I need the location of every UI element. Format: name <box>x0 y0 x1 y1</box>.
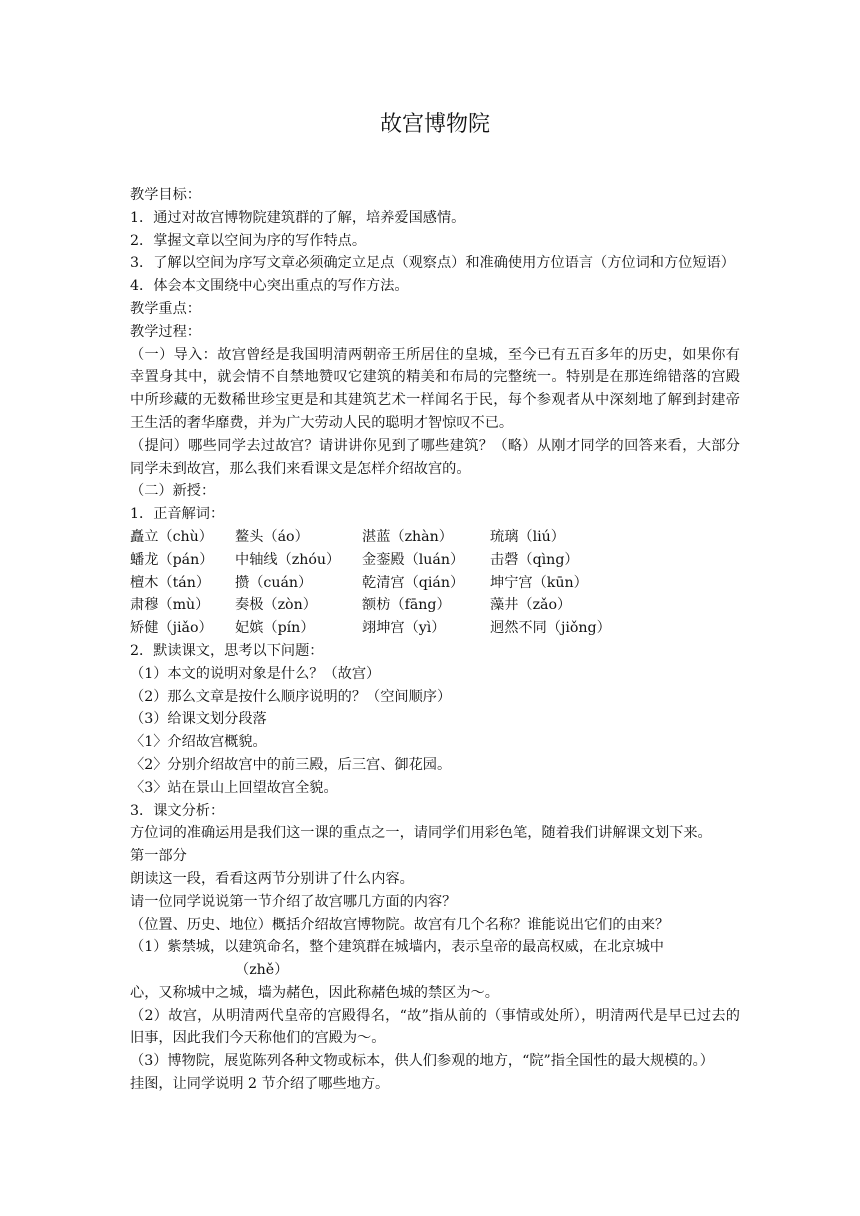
vocab-word: 额枋（fāng） <box>362 597 451 614</box>
question-paragraph: （提问）哪些同学去过故宫？请讲讲你见到了哪些建筑？（略）从刚才同学的回答来看，大部分同学未到故宫，那么我们来看课文是怎样介绍故宫的。 <box>130 437 740 477</box>
vocab-word: 妃嫔（pín） <box>235 620 315 637</box>
vocab-word: 矗立（chù） <box>130 528 213 545</box>
vocab-word: 藻井（zǎo） <box>490 597 572 614</box>
reading-item: （3）给课文划分段落 <box>130 711 267 728</box>
key-points-heading: 教学重点： <box>130 300 201 317</box>
reading-item: （1）本文的说明对象是什么？（故宫） <box>130 665 381 682</box>
part1-line: 请一位同学说说第一节介绍了故宫哪几方面的内容？ <box>130 893 457 910</box>
pinyin-annotation: （zhě） <box>235 962 289 979</box>
vocab-heading: 1．正音解词： <box>130 506 225 523</box>
vocab-word: 矫健（jiǎo） <box>130 620 213 637</box>
reading-item: 〈1〉介绍故宫概貌。 <box>130 734 267 751</box>
vocab-word: 迥然不同（jiǒng） <box>490 620 611 637</box>
vocab-word: 檀木（tán） <box>130 574 211 591</box>
vocab-row <box>130 594 740 617</box>
vocab-row <box>130 549 740 572</box>
new-lesson-heading: （二）新授： <box>130 483 216 500</box>
vocab-word: 乾清宫（qián） <box>362 574 465 591</box>
vocab-row <box>130 617 740 640</box>
reading-item: 〈3〉站在景山上回望故宫全貌。 <box>130 779 338 796</box>
vocab-word: 金銮殿（luán） <box>362 551 465 568</box>
reading-item: 〈2〉分别介绍故宫中的前三殿，后三宫、御花园。 <box>130 756 452 773</box>
goal-item: 4．体会本文围绕中心突出重点的写作方法。 <box>130 278 409 295</box>
reading-item: （2）那么文章是按什么顺序说明的？（空间顺序） <box>130 688 452 705</box>
name-item-2: （2）故宫，从明清两代皇帝的宫殿得名，“故”指从前的（事情或处所），明清两代是早已过去的旧事，因此我们今天称他们的宫殿为～。 <box>130 1007 740 1047</box>
reading-heading: 2．默读课文，思考以下问题： <box>130 642 324 659</box>
name-item-1: （1）紫禁城，以建筑命名，整个建筑群在城墙内，表示皇帝的最高权威，在北京城中 <box>130 939 664 956</box>
part1-heading: 第一部分 <box>130 848 187 865</box>
analysis-intro: 方位词的准确运用是我们这一课的重点之一，请同学们用彩色笔，随着我们讲解课文划下来。 <box>130 825 712 842</box>
name-item-3: （3）博物院，展览陈列各种文物或标本，供人们参观的地方，“院”指全国性的最大规模的。） <box>130 1053 714 1070</box>
process-heading: 教学过程： <box>130 323 201 340</box>
document-page <box>130 110 740 1096</box>
intro-paragraph: （一）导入：故宫曾经是我国明清两朝帝王所居住的皇城，至今已有五百多年的历史，如果你有幸置身其中，就会情不自禁地赞叹它建筑的精美和布局的完整统一。特别是在那连绵错落的宫殿中所珍藏的无数稀世珍宝更是和其建筑艺术一样闻名于民，每个参观者从中深刻地了解到封建帝王生活的奢华靡费，并为广大劳动人民的聪明才智惊叹不已。 <box>130 346 740 431</box>
name-item-1-continued: 心，又称城中之城，墙为赭色，因此称赭色城的禁区为～。 <box>130 984 499 1001</box>
vocab-word: 蟠龙（pán） <box>130 551 214 568</box>
document-title: 故宫博物院 <box>379 112 490 137</box>
part1-line: 朗读这一段，看看这两节分别讲了什么内容。 <box>130 870 414 887</box>
vocab-word: 攒（cuán） <box>235 574 313 591</box>
closing-line: 挂图，让同学说明 2 节介绍了哪些地方。 <box>130 1076 390 1093</box>
part1-line: （位置、历史、地位）概括介绍故宫博物院。故宫有几个名称？谁能说出它们的由来？ <box>130 916 670 933</box>
vocab-row <box>130 526 740 549</box>
vocab-word: 肃穆（mù） <box>130 597 210 614</box>
vocab-word: 琉璃（liú） <box>490 528 565 545</box>
analysis-heading: 3．课文分析： <box>130 802 225 819</box>
vocab-row <box>130 572 740 595</box>
vocab-word: 中轴线（zhóu） <box>235 551 341 568</box>
goal-item: 3．了解以空间为序写文章必须确定立足点（观察点）和准确使用方位语言（方位词和方位短语） <box>130 255 735 272</box>
vocab-word: 鳌头（áo） <box>235 528 309 545</box>
vocab-word: 击磬（qìng） <box>490 551 579 568</box>
vocab-word: 湛蓝（zhàn） <box>362 528 453 545</box>
vocab-word: 奏极（zòn） <box>235 597 317 614</box>
vocab-word: 翊坤宫（yì） <box>362 620 446 637</box>
goal-item: 2．掌握文章以空间为序的写作特点。 <box>130 232 367 249</box>
goal-item: 1．通过对故宫博物院建筑群的了解，培养爱国感情。 <box>130 209 466 226</box>
goals-heading: 教学目标： <box>130 187 201 203</box>
vocab-word: 坤宁宫（kūn） <box>490 574 588 591</box>
